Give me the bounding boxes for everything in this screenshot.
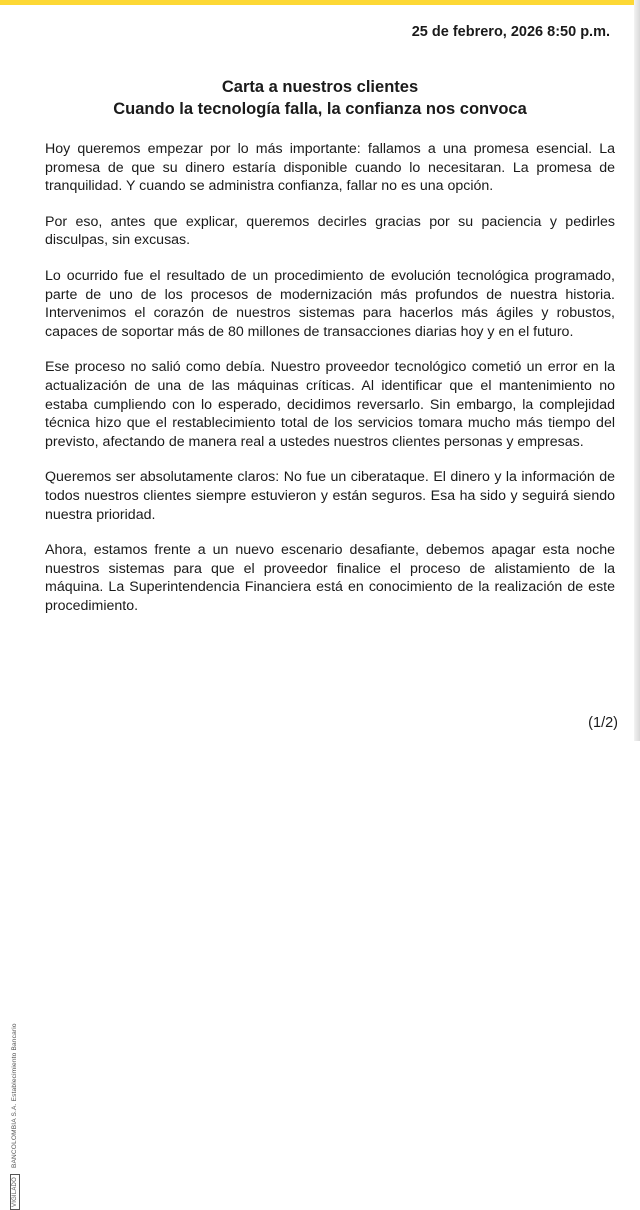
- legal-entity-text: BANCOLOMBIA S.A. Establecimiento Bancario: [11, 1023, 18, 1169]
- letter-date: 25 de febrero, 2026 8:50 p.m.: [411, 24, 610, 40]
- paragraph-4: Ese proceso no salió como debía. Nuestro proveedor tecnológico cometió un error en la actualización de una de las máquinas críticas. Al identificar que el mantenimiento no estaba cumpliendo con lo esperado, decidimos reversarlo. Sin embargo, la complejidad técnica hizo que el restablecimiento total de los servicios tomara mucho más tiempo del previsto, afectando de manera real a ustedes nuestros clientes personas y empresas.: [45, 359, 615, 450]
- paragraph-5: Queremos ser absolutamente claros: No fue un ciberataque. El dinero y la información de todos nuestros clientes siempre estuvieron y están seguros. Esa ha sido y seguirá siendo nuestra prioridad.: [45, 469, 615, 523]
- top-accent-bar: [0, 0, 640, 5]
- vertical-legal-notice: [8, 990, 22, 1210]
- paragraph-6: Ahora, estamos frente a un nuevo escenario desafiante, debemos apagar esta noche nuestros sistemas para que el proveedor finalice el proceso de alistamiento de la máquina. La Superintendencia Financiera está en conocimiento de la realización de este procedimiento.: [45, 542, 615, 614]
- letter-body: [45, 140, 615, 632]
- page-number: (1/2): [588, 715, 618, 731]
- paragraph-2: Por eso, antes que explicar, queremos decirles gracias por su paciencia y pedirles disculpas, sin excusas.: [45, 213, 615, 249]
- paragraph-3: Lo ocurrido fue el resultado de un procedimiento de evolución tecnológica programado, parte de uno de los procesos de modernización más profundos de nuestra historia. Intervenimos el corazón de nuestros sistemas para hacerlos más ágiles y robustos, capaces de soportar más de 80 millones de transacciones diarias hoy y en el futuro.: [45, 267, 615, 340]
- paragraph-1: Hoy queremos empezar por lo más importante: fallamos a una promesa esencial. La promesa de que su dinero estaría disponible cuando lo necesitaran. La promesa de tranquilidad. Y cuando se administra confianza, fallar no es una opción.: [45, 141, 615, 195]
- letter-title: Carta a nuestros clientes: [221, 78, 419, 96]
- letter-subtitle: Cuando la tecnología falla, la confianza nos convoca: [113, 100, 527, 118]
- vigilado-label: VIGILADO: [10, 1174, 20, 1210]
- letter-heading: [0, 76, 640, 120]
